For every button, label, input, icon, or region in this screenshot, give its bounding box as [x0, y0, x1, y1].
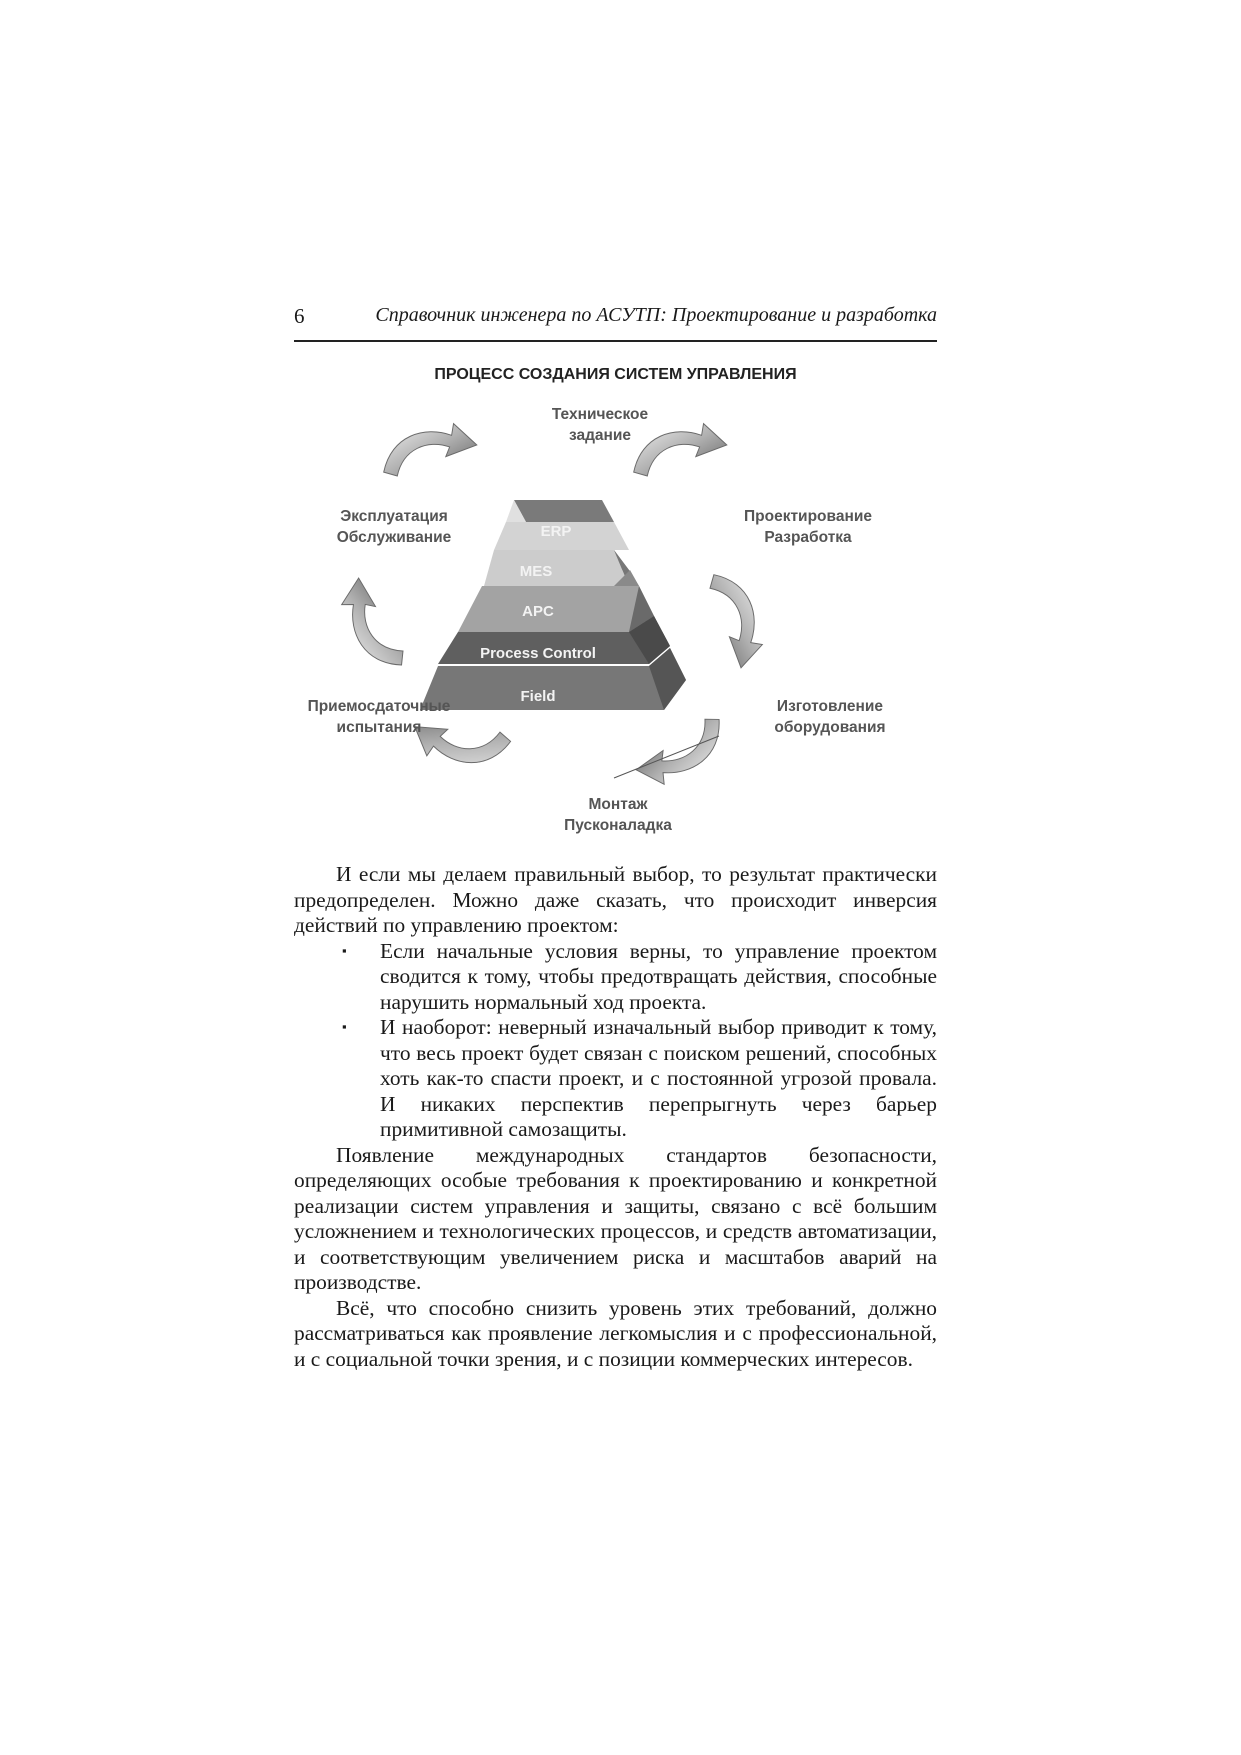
- stage-operation: Эксплуатация Обслуживание: [336, 508, 452, 546]
- body-text: [294, 862, 937, 1372]
- pyramid-tier-mes: [484, 550, 639, 586]
- bullet-item-2: [294, 1015, 937, 1143]
- arrow-acceptance-to-operation: [338, 573, 406, 674]
- stage-manufacture: Изготовление оборудования: [774, 698, 886, 736]
- stage-install: Монтаж Пусконаладка: [564, 796, 672, 834]
- paragraph-1: И если мы делаем правильный выбор, то результат практически предопределен. Можно даже сказать, что происходит инверсия действий по управлению проектом:: [294, 862, 937, 937]
- page-header: [294, 300, 937, 342]
- pyramid-label-process-control: Process Control: [480, 645, 596, 662]
- arrow-manufacture-to-install: [628, 716, 732, 791]
- paragraph-3: Всё, что способно снизить уровень этих требований, должно рассматриваться как проявление легкомыслия и с профессиональной, и с социальной точки зрения, и с позиции коммерческих интересов.: [294, 1295, 937, 1371]
- bullet-item-1: [294, 939, 937, 1016]
- bullet-text-2: И наоборот: неверный изначальный выбор приводит к тому, что весь проект будет связан с поиском решений, способных хоть как-то спасти проект, и с постоянной угрозой провала. И никаких перспектив перепрыгнуть через барьер примитивной самозащиты.: [380, 1015, 937, 1141]
- bullet-icon: ▪: [342, 942, 347, 958]
- arrow-operation-to-spec: [384, 424, 477, 476]
- page-number: 6: [294, 304, 305, 328]
- running-title: Справочник инженера по АСУТП: Проектирование и разработка: [375, 304, 937, 326]
- arrow-design-to-manufacture: [710, 575, 762, 668]
- stage-design: Проектирование Разработка: [744, 508, 872, 546]
- pyramid-label-erp: ERP: [540, 523, 572, 540]
- paragraph-2: Появление международных стандартов безопасности, определяющих особые требования к проектированию и конкретной реализации систем управления и защиты, связано с всё большим усложнением и технологических процессов, и средств автоматизации, и соответствующим увеличением риска и масштабов аварий на производстве.: [294, 1142, 937, 1294]
- pyramid-label-field: Field: [520, 688, 556, 705]
- stage-spec: Техническое задание: [551, 406, 649, 444]
- pyramid-tier-erp: [494, 500, 629, 550]
- stage-acceptance: Приемосдаточные испытания: [307, 698, 451, 736]
- process-figure: [294, 360, 937, 850]
- bullet-icon: ▪: [342, 1019, 347, 1034]
- figure-title: ПРОЦЕСС СОЗДАНИЯ СИСТЕМ УПРАВЛЕНИЯ: [434, 366, 797, 383]
- bullet-list: [294, 939, 937, 1143]
- pyramid-label-mes: MES: [519, 563, 553, 580]
- bullet-text-1: Если начальные условия верны, то управление проектом сводится к тому, чтобы предотвращать действия, способные нарушить нормальный ход проекта.: [380, 938, 937, 1014]
- pyramid-label-apc: APC: [522, 603, 554, 620]
